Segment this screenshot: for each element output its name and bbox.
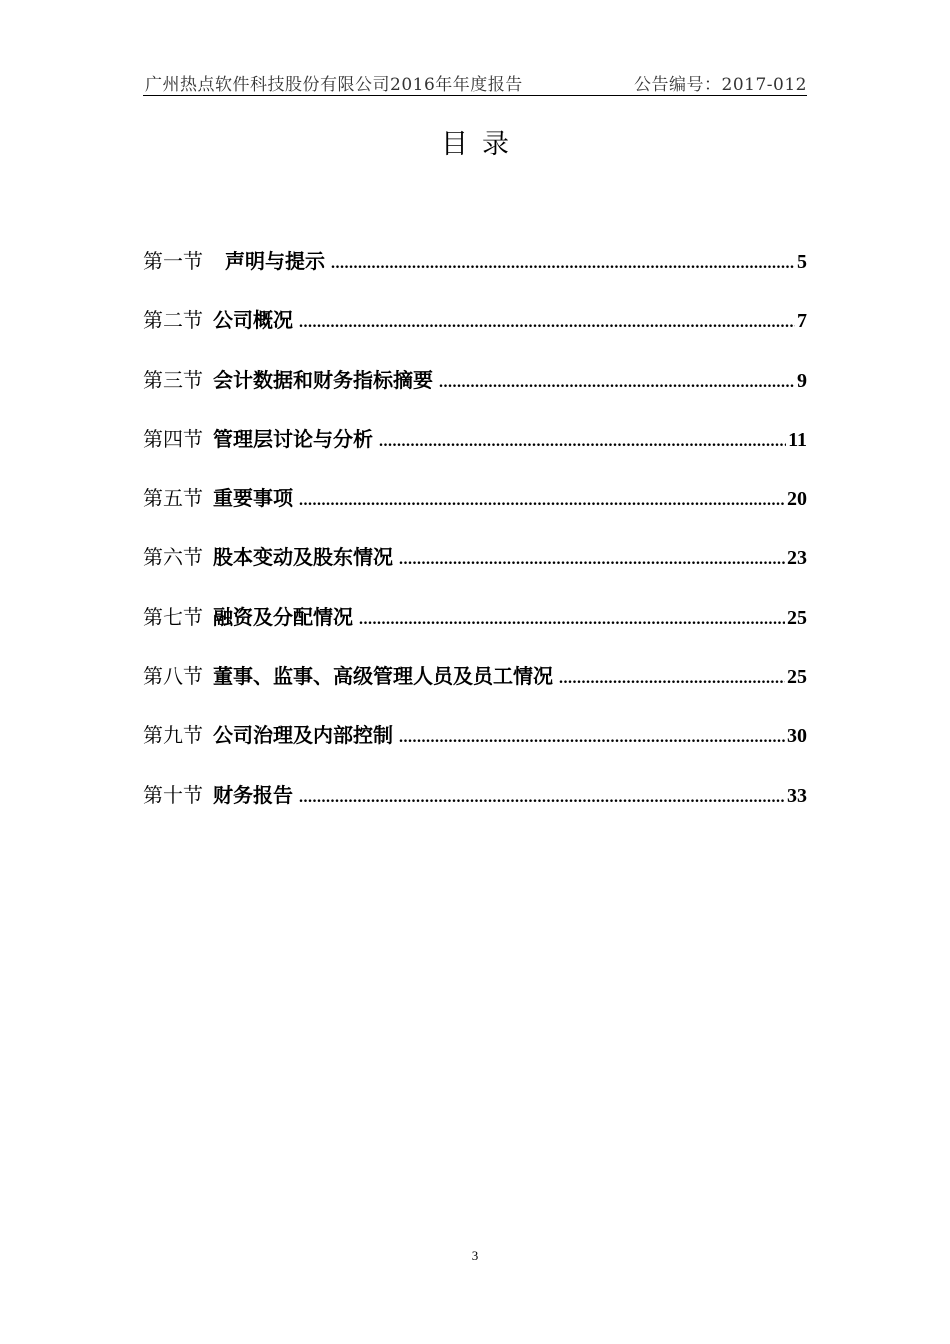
toc-page-number: 9 (797, 369, 807, 392)
toc-dot-leader (439, 366, 795, 400)
toc-section-number: 第四节 (143, 426, 203, 451)
toc-section-title: 管理层讨论与分析 (213, 426, 373, 451)
toc-page-number: 11 (788, 428, 807, 451)
toc-page-number: 25 (787, 666, 807, 689)
toc-section-title: 股本变动及股东情况 (213, 545, 393, 570)
page-title: 目录 (441, 129, 523, 160)
toc-page-number: 23 (787, 547, 807, 570)
toc-section-title: 重要事项 (213, 486, 293, 511)
toc-dot-leader (299, 306, 795, 340)
toc-page-number: 25 (787, 606, 807, 629)
toc-page-number: 30 (787, 725, 807, 748)
toc-page-number: 5 (797, 251, 807, 273)
toc-dot-leader (299, 484, 785, 518)
page-header (143, 67, 807, 96)
toc-dot-leader (379, 425, 786, 459)
toc-section-number: 第十节 (143, 782, 203, 807)
toc-section-title: 财务报告 (213, 782, 293, 807)
toc-section-number: 第二节 (143, 308, 203, 333)
toc-section-number: 第一节 (143, 249, 203, 273)
toc-section-title: 声明与提示 (225, 249, 325, 273)
toc-section-title: 融资及分配情况 (213, 604, 353, 629)
toc-section-number: 第三节 (143, 367, 203, 392)
toc-entry[interactable] (143, 244, 807, 303)
toc-entry[interactable] (143, 422, 807, 481)
toc-entry[interactable] (143, 778, 807, 837)
toc-entry[interactable] (143, 363, 807, 422)
toc-dot-leader (359, 603, 785, 637)
toc-page-number: 7 (797, 310, 807, 333)
toc-entry[interactable] (143, 659, 807, 718)
toc-entry[interactable] (143, 600, 807, 659)
toc-section-number: 第九节 (143, 723, 203, 748)
toc-section-number: 第六节 (143, 545, 203, 570)
toc-entry[interactable] (143, 303, 807, 362)
toc-section-number: 第五节 (143, 486, 203, 511)
toc-dot-leader (559, 662, 785, 696)
toc-entry[interactable] (143, 540, 807, 599)
toc-dot-leader (399, 721, 785, 755)
toc-dot-leader (399, 543, 785, 577)
toc-section-title: 会计数据和财务指标摘要 (213, 367, 433, 392)
toc-page-number: 33 (787, 784, 807, 807)
page-number-footer: 3 (471, 1248, 479, 1263)
toc-section-number: 第七节 (143, 604, 203, 629)
toc-dot-leader (331, 247, 795, 281)
toc-section-number: 第八节 (143, 664, 203, 689)
toc-section-title: 董事、监事、高级管理人员及员工情况 (213, 664, 553, 689)
header-announcement-number: 公告编号：2017-012 (634, 75, 807, 95)
table-of-contents (143, 244, 807, 837)
toc-page-number: 20 (787, 488, 807, 511)
toc-section-title: 公司概况 (213, 308, 293, 333)
toc-entry[interactable] (143, 481, 807, 540)
toc-section-title: 公司治理及内部控制 (213, 723, 393, 748)
toc-dot-leader (299, 781, 785, 815)
header-report-title: 广州热点软件科技股份有限公司2016年年度报告 (145, 75, 523, 95)
toc-entry[interactable] (143, 718, 807, 777)
